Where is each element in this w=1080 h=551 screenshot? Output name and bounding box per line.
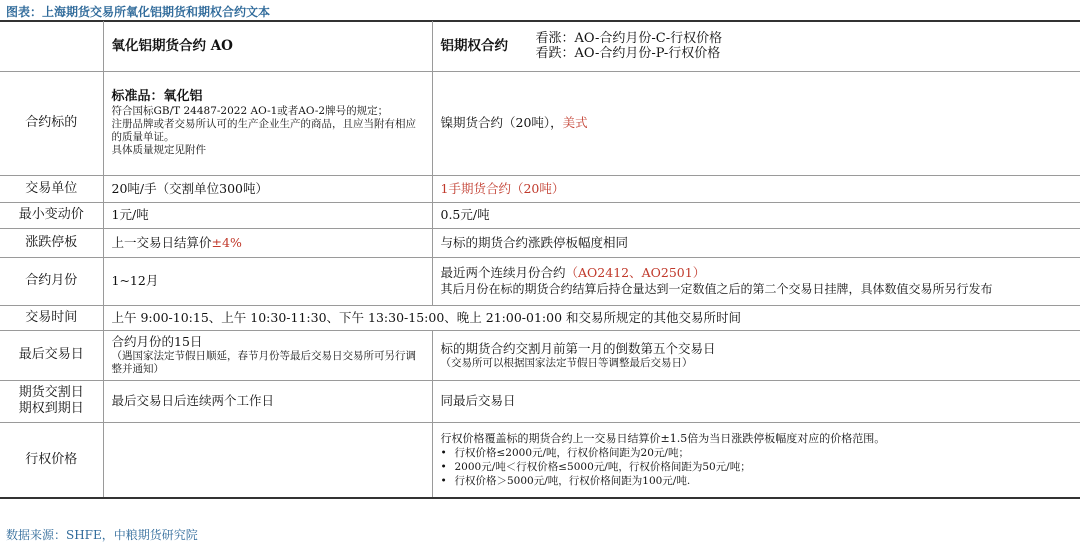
lastday-options-cell	[432, 330, 1080, 380]
limit-fut-red: ±4%	[211, 234, 242, 250]
strike-futures-empty	[103, 422, 432, 498]
strike-options-cell	[432, 422, 1080, 498]
label-lastday: 最后交易日	[0, 330, 103, 380]
unit-futures: 20吨/手（交割单位300吨）	[103, 175, 432, 202]
strike-bullet: • 2000元/吨＜行权价格≤5000元/吨，行权价格间距为50元/吨；	[441, 460, 1073, 474]
month-futures: 1~12月	[103, 257, 432, 305]
label-limit: 涨跌停板	[0, 228, 103, 257]
row-limit	[0, 228, 1080, 257]
contract-table	[0, 21, 1080, 499]
limit-options: 与标的期货合约涨跌停板幅度相同	[432, 228, 1080, 257]
label-unit: 交易单位	[0, 175, 103, 202]
subject-fut-line1: 符合国标GB/T 24487-2022 AO-1或者AO-2牌号的规定；	[111, 105, 389, 117]
strike-bullet: • 行权价格≤2000元/吨，行权价格间距为20元/吨；	[441, 446, 1073, 460]
header-options-cell	[432, 21, 1080, 71]
strike-bullets	[441, 446, 1073, 488]
subject-opt-red: 美式	[562, 115, 588, 130]
header-row	[0, 21, 1080, 71]
subject-fut-line3: 具体质量规定见附件	[111, 144, 206, 156]
label-hours: 交易时间	[0, 305, 103, 330]
row-unit	[0, 175, 1080, 202]
month-opt-red: （AO2412、AO2501）	[565, 265, 706, 280]
lastday-fut-main: 合约月份的15日	[111, 334, 203, 349]
label-strike: 行权价格	[0, 422, 103, 498]
row-tick	[0, 202, 1080, 228]
month-options-cell	[432, 257, 1080, 305]
label-delivery-2: 期权到期日	[18, 401, 84, 416]
subject-fut-title: 标准品：氧化铝	[111, 89, 203, 104]
lastday-opt-note: （交易所可以根据国家法定节假日等调整最后交易日）	[440, 356, 693, 369]
lastday-futures-cell	[103, 330, 432, 380]
row-month	[0, 257, 1080, 305]
header-options: 铝期权合约	[440, 37, 508, 54]
lastday-fut-note: （遇国家法定节假日顺延，春节月份等最后交易日交易所可另行调整并通知）	[111, 350, 416, 375]
month-opt-main: 最近两个连续月份合约	[440, 265, 566, 280]
tick-options: 0.5元/吨	[432, 202, 1080, 228]
row-delivery	[0, 380, 1080, 422]
header-futures: 氧化铝期货合约 AO	[103, 21, 432, 71]
limit-fut-main: 上一交易日结算价	[111, 234, 212, 250]
header-put: 看跌：AO-合约月份-P-行权价格	[535, 45, 721, 61]
label-subject: 合约标的	[0, 71, 103, 175]
chart-title: 图表：上海期货交易所氧化铝期货和期权合约文本	[6, 5, 271, 19]
row-hours	[0, 305, 1080, 330]
subject-options-cell	[432, 71, 1080, 175]
label-delivery-cell	[0, 380, 103, 422]
subject-futures-cell	[103, 71, 432, 175]
unit-options: 1手期货合约（20吨）	[432, 175, 1080, 202]
lastday-opt-main: 标的期货合约交割月前第一月的倒数第五个交易日	[440, 340, 716, 356]
row-subject	[0, 71, 1080, 175]
limit-futures-cell	[103, 228, 432, 257]
subject-fut-line2: 注册品牌或者交易所认可的生产企业生产的商品，且应当附有相应的质量单证。	[111, 118, 416, 143]
header-call: 看涨：AO-合约月份-C-行权价格	[535, 30, 723, 46]
hours-text: 上午 9:00-10:15、上午 10:30-11:30、下午 13:30-15:00、晚上 21:00-01:00 和交易所规定的其他交易所时间	[103, 305, 1080, 330]
header-empty-cell	[0, 21, 103, 71]
label-delivery-1: 期货交割日	[18, 385, 84, 400]
delivery-futures: 最后交易日后连续两个工作日	[103, 380, 432, 422]
month-opt-line2: 其后月份在标的期货合约结算后持仓量达到一定数值之后的第二个交易日挂牌，具体数值交易所另行发布	[440, 282, 993, 296]
row-lastday	[0, 330, 1080, 380]
delivery-options: 同最后交易日	[432, 380, 1080, 422]
tick-futures: 1元/吨	[103, 202, 432, 228]
row-strike	[0, 422, 1080, 498]
source-note: 数据来源：SHFE，中粮期货研究院	[6, 528, 198, 542]
strike-opt-intro: 行权价格覆盖标的期货合约上一交易日结算价±1.5倍为当日涨跌停板幅度对应的价格范围。	[440, 431, 886, 445]
label-tick: 最小变动价	[0, 202, 103, 228]
label-month: 合约月份	[0, 257, 103, 305]
subject-opt-main: 镍期货合约（20吨），	[440, 115, 563, 130]
strike-bullet: • 行权价格＞5000元/吨，行权价格间距为100元/吨.	[441, 474, 1073, 488]
